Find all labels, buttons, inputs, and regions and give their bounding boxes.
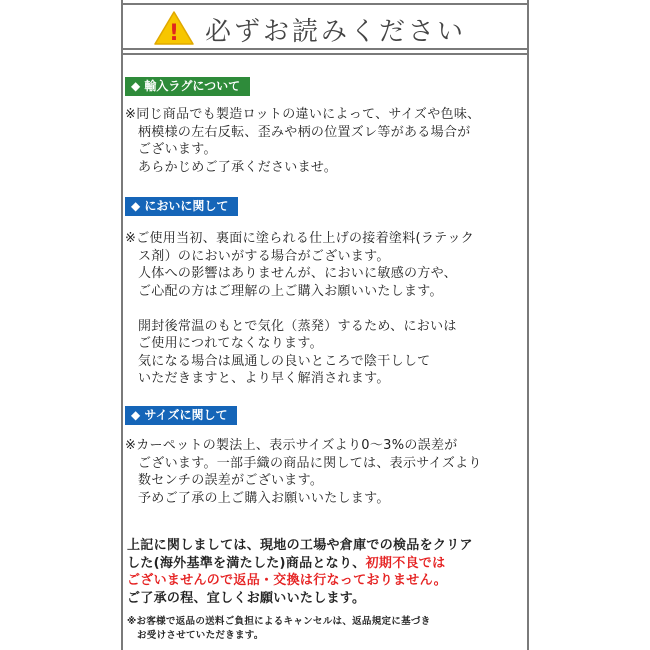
text-line: ございます。 bbox=[138, 142, 217, 157]
text-line: ご心配の方はご理解の上ご購入お願いいたします。 bbox=[138, 283, 443, 299]
text-line: 予めご了承の上ご購入お願いいたします。 bbox=[138, 490, 390, 506]
text-line: ス剤）のにおいがする場合がございます。 bbox=[138, 248, 390, 264]
notice-line-normal: した(海外基準を満たした)商品となり、 bbox=[127, 555, 366, 571]
notice-line-red: ございませんので返品・交換は行なっておりません。 bbox=[127, 573, 447, 588]
section-badge-odor: ◆ においに関して bbox=[125, 197, 238, 216]
text-line: 柄模様の左右反転、歪みや柄の位置ズレ等がある場合が bbox=[138, 124, 471, 140]
footnote-line: お受けさせていただきます。 bbox=[137, 630, 264, 641]
text-line: ※ご使用当初、裏面に塗られる仕上げの接着塗料(ラテック bbox=[125, 231, 475, 246]
footnote-line: ※お客様で返品の送料ご負担によるキャンセルは、返品規定に基づき bbox=[127, 616, 431, 627]
text-line: 開封後常温のもとで気化（蒸発）するため、においは bbox=[138, 318, 457, 334]
section-text-size bbox=[125, 437, 482, 507]
text-line: ※カーペットの製法上、表示サイズより0～3%の誤差が bbox=[125, 438, 458, 453]
section-badge-size: ◆ サイズに関して bbox=[125, 406, 237, 425]
notice-line: ご了承の程、宜しくお願いいたします。 bbox=[127, 590, 366, 606]
footnote bbox=[127, 615, 431, 643]
text-line: 気になる場合は風通しの良いところで陰干しして bbox=[138, 353, 431, 369]
warning-triangle-icon bbox=[153, 10, 195, 46]
text-line: ※同じ商品でも製造ロットの違いによって、サイズや色味、 bbox=[125, 107, 481, 122]
text-line: ご使用につれてなくなります。 bbox=[138, 336, 323, 351]
text-line: いただきますと、より早く解消されます。 bbox=[138, 371, 390, 386]
page-title: 必ずお読みください bbox=[205, 17, 467, 47]
notice-text bbox=[127, 537, 473, 607]
text-line: あらかじめご了承くださいませ。 bbox=[138, 159, 338, 175]
text-line: 数センチの誤差がございます。 bbox=[138, 473, 324, 488]
text-line-blank bbox=[125, 300, 474, 318]
notice-line-red: 初期不良では bbox=[365, 555, 446, 571]
section-badge-import-rug: ◆ 輸入ラグについて bbox=[125, 77, 250, 96]
notice-line: 上記に関しましては、現地の工場や倉庫での検品をクリア bbox=[127, 538, 473, 553]
text-line: 人体への影響はありませんが、においに敏感の方や、 bbox=[138, 266, 457, 281]
section-text-import-rug bbox=[125, 106, 480, 176]
text-line: ございます。一部手織の商品に関しては、表示サイズより bbox=[138, 455, 482, 471]
warning-mark: ! bbox=[168, 21, 180, 46]
notice-line bbox=[127, 555, 473, 573]
header bbox=[121, 3, 529, 50]
section-text-odor bbox=[125, 230, 474, 388]
header-divider bbox=[121, 53, 529, 55]
